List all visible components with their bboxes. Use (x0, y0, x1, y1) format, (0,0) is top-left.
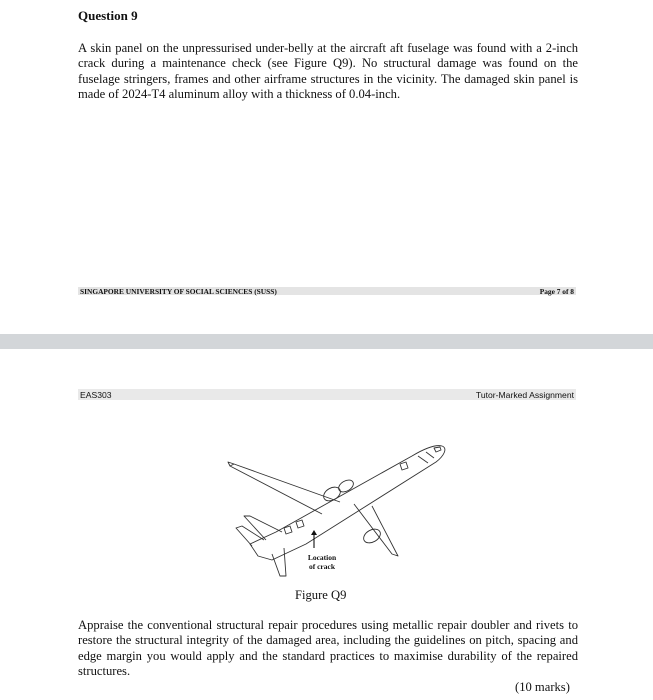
footer-university: SINGAPORE UNIVERSITY OF SOCIAL SCIENCES (SUSS) (80, 286, 277, 296)
marks-allocation: (10 marks) (515, 680, 570, 694)
crack-label-line1: Location (307, 553, 337, 562)
footer-page-number: Page 7 of 8 (539, 286, 574, 296)
question-heading: Question 9 (78, 8, 138, 23)
aircraft-figure (222, 436, 454, 578)
horizontal-stabilizer (244, 516, 282, 540)
question-paragraph-1: A skin panel on the unpressurised under-belly at the aircraft aft fuselage was found with a 2-inch crack during a maintenance check (see Figure Q9). No structural damage was found on the fuselage stringers, frames and other airframe structures in the vicinity. The damaged skin panel is made of 2024-T4 aluminum alloy with a thickness of 0.04-inch. (78, 41, 578, 102)
page-separator (0, 334, 653, 349)
header-assignment-type: Tutor-Marked Assignment (475, 389, 574, 400)
question-paragraph-2: Appraise the conventional structural repair procedures using metallic repair doubler and rivets to restore the structural integrity of the damaged area, including the guidelines on pitch, spacing and edge margin you would apply and the standard practices to maximise durability of the repaired structures. (78, 618, 578, 679)
header-course-code: EAS303 (80, 389, 112, 400)
vertical-stabilizer (236, 526, 264, 546)
right-wing (354, 504, 398, 556)
fuselage-outline (250, 446, 445, 560)
figure-caption: Figure Q9 (295, 588, 347, 602)
left-wing (230, 464, 340, 514)
engine-right (361, 526, 383, 545)
page-footer (78, 287, 576, 295)
engine-left (321, 484, 343, 503)
crack-label-line2: of crack (308, 562, 336, 571)
page-header (78, 389, 576, 400)
